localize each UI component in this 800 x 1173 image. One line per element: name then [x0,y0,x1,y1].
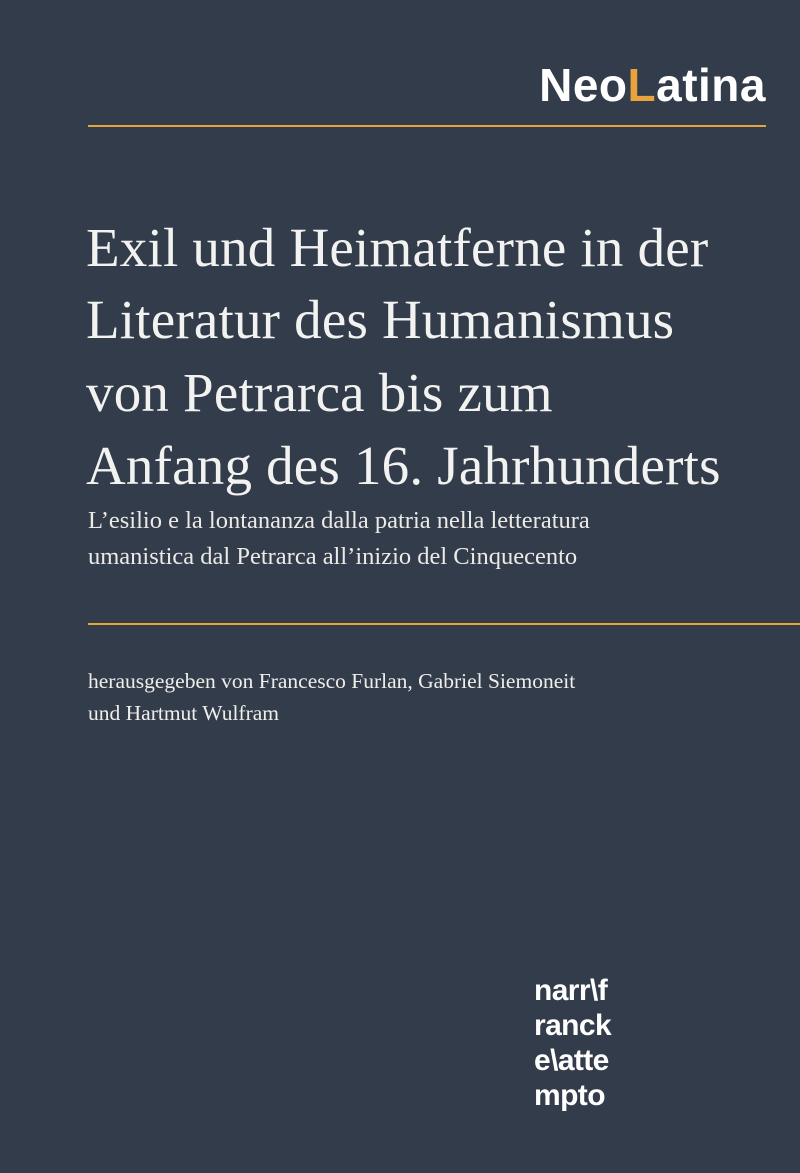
title-line: Exil und Heimatferne in der [86,216,709,278]
publisher-logo [534,973,766,1113]
title-line: Literatur des Humanismus [86,289,675,351]
editors-statement [88,665,740,730]
publisher-logo-line: e\atte [534,1043,609,1077]
publisher-logo-line: ranck [534,1008,612,1042]
page-title [86,212,774,502]
series-title-part1: Neo [539,59,628,111]
subtitle-line: umanistica dal Petrarca all’inizio del Cinquecento [88,543,578,571]
divider-top [88,125,766,127]
series-title-accent: L [627,59,657,111]
series-title [88,59,766,111]
publisher-logo-line: narr\f [534,973,608,1007]
publisher-logo-line: mpto [534,1078,605,1112]
editors-line: und Hartmut Wulfram [88,701,280,726]
series-header [88,59,766,127]
page-subtitle [88,503,740,576]
title-line: von Petrarca bis zum [86,362,553,424]
subtitle-line: L’esilio e la lontananza dalla patria nella letteratura [88,507,590,534]
title-line: Anfang des 16. Jahrhunderts [86,434,721,496]
series-title-part2: atina [656,59,766,111]
editors-line: herausgegeben von Francesco Furlan, Gabriel Siemoneit [88,669,576,693]
divider-middle [88,623,800,625]
